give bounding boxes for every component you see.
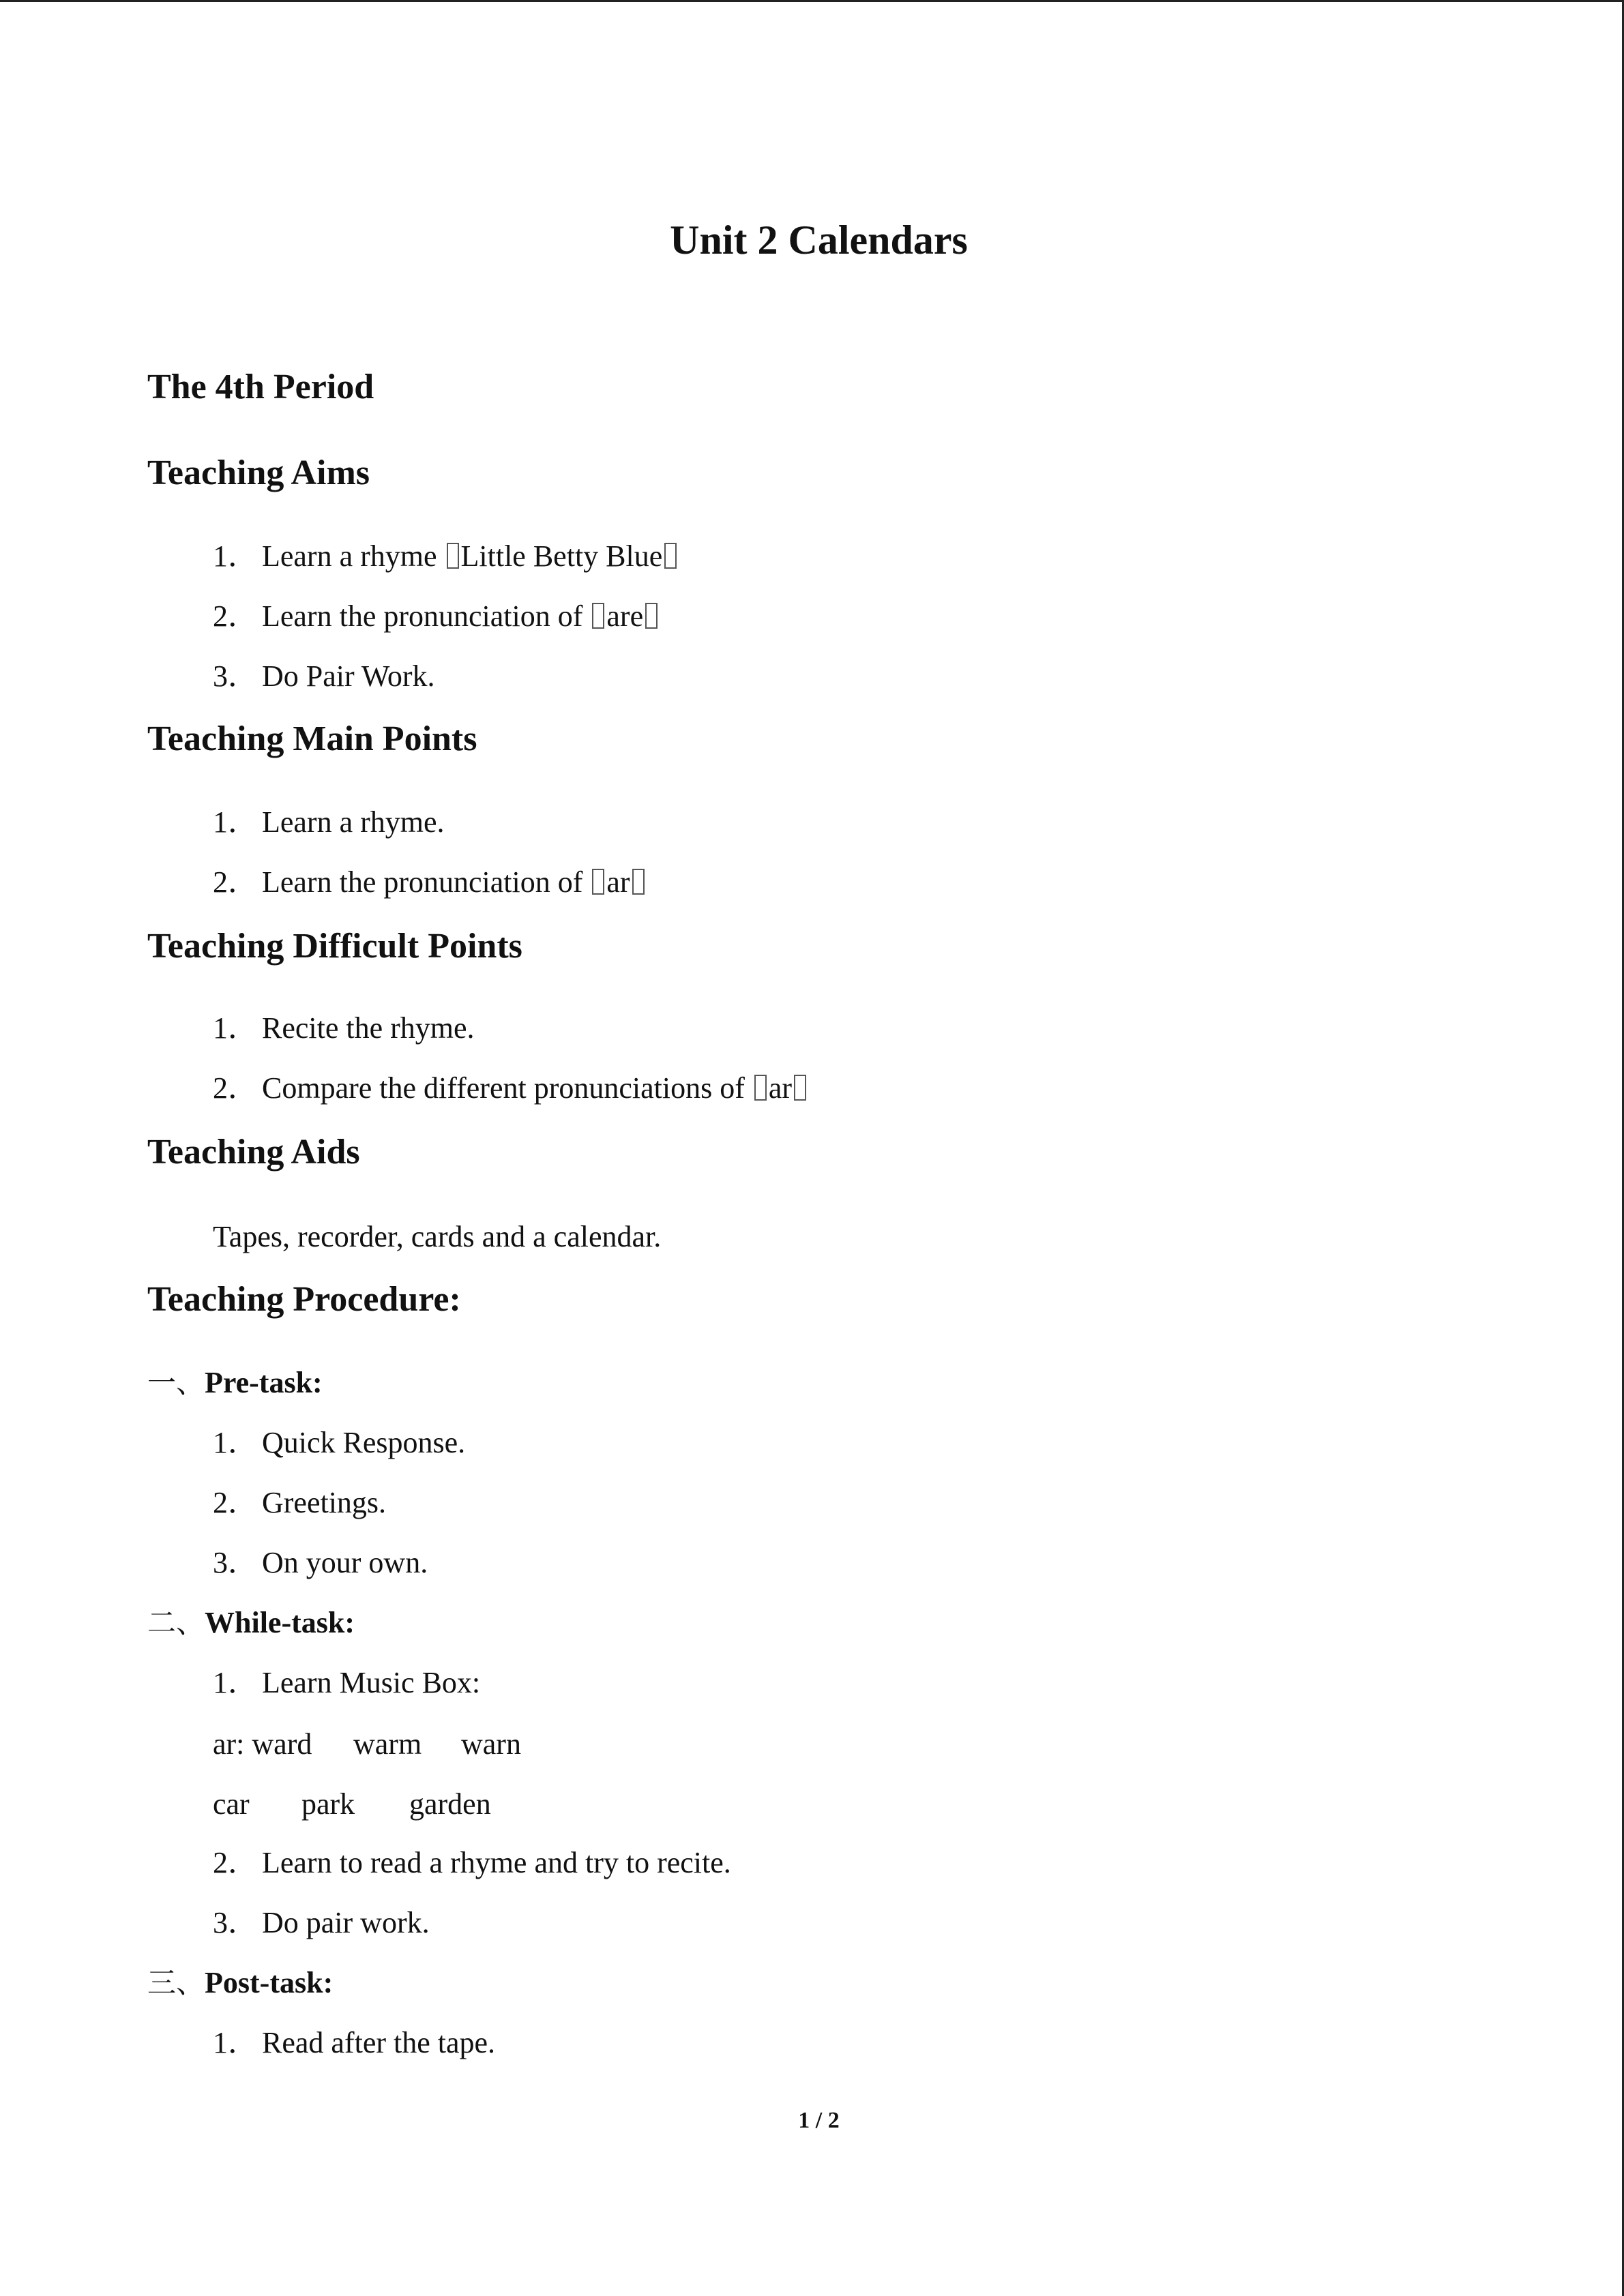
word: warn xyxy=(461,1727,521,1761)
page-indicator: 1 / 2 xyxy=(798,2108,840,2133)
item-number: 1． xyxy=(213,1666,258,1699)
item-number: 1． xyxy=(213,1426,258,1459)
item-quoted-text: Little Betty Blue xyxy=(460,539,663,573)
item-text: Greetings. xyxy=(262,1486,387,1519)
missing-glyph-box xyxy=(632,869,645,895)
item-text: On your own. xyxy=(262,1546,428,1579)
item-number: 1． xyxy=(213,1011,258,1045)
section-marker: 一、 xyxy=(147,1366,205,1399)
pre-task-item-3 xyxy=(213,1544,428,1582)
word: ar: ward xyxy=(213,1727,312,1761)
item-text: Do Pair Work. xyxy=(262,659,435,693)
document-title xyxy=(0,213,1624,267)
procedure-heading: Teaching Procedure: xyxy=(147,1280,461,1319)
item-number: 2． xyxy=(213,1486,258,1519)
difficult-points-item-1 xyxy=(213,1009,475,1047)
item-quoted-text: ar xyxy=(606,865,630,899)
item-text: Learn the pronunciation of xyxy=(262,865,591,899)
missing-glyph-box xyxy=(754,1075,767,1101)
item-number: 1． xyxy=(213,805,258,839)
item-number: 2． xyxy=(213,1071,258,1105)
section-label: Pre-task: xyxy=(205,1366,323,1399)
document-title-text: Unit 2 Calendars xyxy=(670,218,968,263)
missing-glyph-box xyxy=(664,543,677,569)
item-text: Learn the pronunciation of xyxy=(262,599,591,633)
word: warm xyxy=(353,1727,422,1761)
teaching-aims-heading: Teaching Aims xyxy=(147,453,370,492)
item-text: Learn to read a rhyme and try to recite. xyxy=(262,1846,731,1879)
section-label: Post-task: xyxy=(205,1966,334,1999)
word: garden xyxy=(409,1787,491,1821)
word: park xyxy=(301,1787,355,1821)
missing-glyph-box xyxy=(794,1075,806,1101)
missing-glyph-box xyxy=(592,869,604,895)
while-task-heading xyxy=(147,1604,355,1642)
item-number: 2． xyxy=(213,599,258,633)
item-text: Quick Response. xyxy=(262,1426,466,1459)
aims-item-1 xyxy=(213,537,679,576)
item-quoted-text: ar xyxy=(768,1071,793,1105)
item-number: 1． xyxy=(213,539,258,573)
pre-task-item-2 xyxy=(213,1484,386,1522)
item-text: Recite the rhyme. xyxy=(262,1011,475,1045)
page-footer xyxy=(0,2106,1624,2136)
word: car xyxy=(213,1787,250,1821)
item-text: Learn a rhyme xyxy=(262,539,445,573)
while-task-item-2 xyxy=(213,1844,731,1882)
item-number: 3． xyxy=(213,659,258,693)
item-number: 1． xyxy=(213,2026,258,2059)
while-task-item-1 xyxy=(213,1664,480,1702)
item-text: Read after the tape. xyxy=(262,2026,496,2059)
teaching-aids-heading: Teaching Aids xyxy=(147,1133,360,1172)
missing-glyph-box xyxy=(592,603,604,629)
item-text: Learn a rhyme. xyxy=(262,805,445,839)
teaching-aids-text: Tapes, recorder, cards and a calendar. xyxy=(213,1220,662,1253)
aims-item-3 xyxy=(213,657,435,696)
item-number: 3． xyxy=(213,1906,258,1939)
difficult-points-item-2 xyxy=(213,1069,808,1107)
item-text: Learn Music Box: xyxy=(262,1666,481,1699)
item-quoted-text: are xyxy=(606,599,644,633)
music-box-words-line-1 xyxy=(213,1725,521,1763)
difficult-points-heading: Teaching Difficult Points xyxy=(147,927,522,966)
post-task-heading xyxy=(147,1964,333,2002)
item-number: 2． xyxy=(213,1846,258,1879)
section-marker: 三、 xyxy=(147,1966,205,1999)
music-box-words-line-2 xyxy=(213,1785,491,1823)
item-number: 3． xyxy=(213,1546,258,1579)
pre-task-item-1 xyxy=(213,1424,465,1462)
section-label: While-task: xyxy=(205,1606,355,1639)
post-task-item-1 xyxy=(213,2024,495,2062)
pre-task-heading xyxy=(147,1364,323,1402)
main-points-item-1 xyxy=(213,803,445,841)
period-heading: The 4th Period xyxy=(147,368,374,406)
main-points-heading: Teaching Main Points xyxy=(147,719,477,758)
while-task-item-3 xyxy=(213,1904,430,1942)
missing-glyph-box xyxy=(645,603,658,629)
missing-glyph-box xyxy=(447,543,459,569)
section-marker: 二、 xyxy=(147,1606,205,1639)
item-text: Do pair work. xyxy=(262,1906,430,1939)
item-number: 2． xyxy=(213,865,258,899)
main-points-item-2 xyxy=(213,863,647,901)
item-text: Compare the different pronunciations of xyxy=(262,1071,752,1105)
aims-item-2 xyxy=(213,597,660,636)
